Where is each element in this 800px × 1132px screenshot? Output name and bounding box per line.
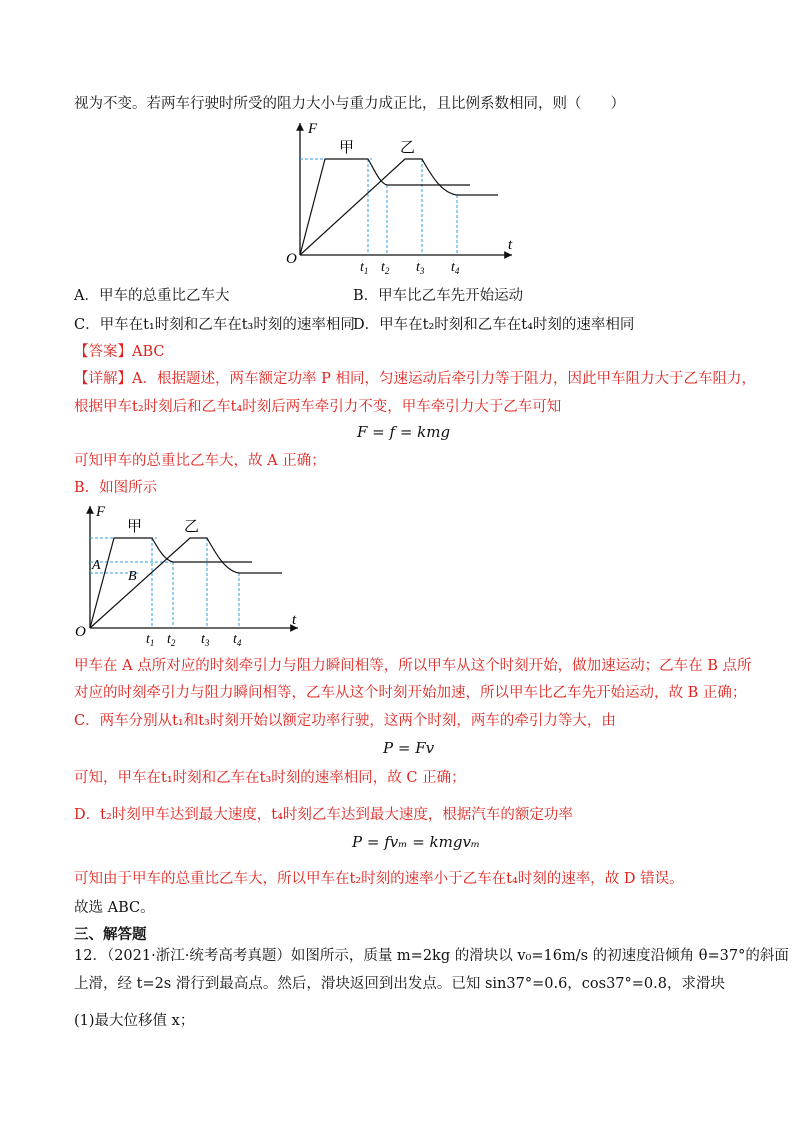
figure-2-force-time-graph xyxy=(72,500,312,648)
option-d: D．甲车在t₂时刻和乙车在t₄时刻的速率相同 xyxy=(353,317,635,333)
formula-f-equals-kmg: F = f = kmg xyxy=(357,423,451,441)
option-b: B．甲车比乙车先开始运动 xyxy=(353,288,524,304)
fig2-tick-t3: $t_3$ xyxy=(201,632,210,648)
q12-line-3: (1)最大位移值 x； xyxy=(74,1013,195,1029)
fig1-tick-t1: $t_1$ xyxy=(360,260,369,275)
fig2-tick-t1: $t_1$ xyxy=(146,632,155,648)
fig1-tick-t2: $t_2$ xyxy=(381,260,390,275)
detail-line-1: 【详解】A．根据题述，两车额定功率 P 相同，匀速运动后牵引力等于阻力，因此甲车阻力大于乙车阻力， xyxy=(74,371,756,387)
option-c: C．甲车在t₁时刻和乙车在t₃时刻的速率相同 xyxy=(74,317,355,333)
fig2-curve-yi xyxy=(90,538,282,628)
q12-line-2: 上滑，经 t=2s 滑行到最高点。然后，滑块返回到出发点。已知 sin37°=0.6，cos37°=0.8，求滑块 xyxy=(74,976,725,992)
option-a: A．甲车的总重比乙车大 xyxy=(74,288,230,304)
fig1-label-jia: 甲 xyxy=(339,140,355,156)
fig2-curve-jia xyxy=(90,538,252,628)
b-intro: B．如图所示 xyxy=(74,480,158,496)
fig1-tick-t3: $t_3$ xyxy=(416,260,425,275)
section-heading: 三、解答题 xyxy=(74,927,147,943)
fig2-label-jia: 甲 xyxy=(127,519,143,535)
answer-label: 【答案】ABC xyxy=(74,344,165,360)
c-line-2: 可知，甲车在t₁时刻和乙车在t₃时刻的速率相同，故 C 正确； xyxy=(74,770,466,786)
d-line-2: 可知由于甲车的总重比乙车大，所以甲车在t₂时刻的速率小于乙车在t₄时刻的速率，故 D 错误。 xyxy=(74,871,684,887)
fig2-origin-label: O xyxy=(75,624,86,640)
fig2-axis-x-label: t xyxy=(292,612,297,628)
formula-p-equals-fvm: P = fvₘ = kmgvₘ xyxy=(352,833,481,851)
question-stem-tail: 视为不变。若两车行驶时所受的阻力大小与重力成正比，且比例系数相同，则（ ） xyxy=(74,96,625,112)
figure-1-force-time-graph xyxy=(280,115,530,275)
q12-line-1: 12．（2021·浙江·统考高考真题）如图所示，质量 m=2kg 的滑块以 v₀=16m/s 的初速度沿倾角 θ=37°的斜面 xyxy=(74,948,789,964)
fig1-origin-label: O xyxy=(286,251,297,267)
conclusion-a: 可知甲车的总重比乙车大，故 A 正确； xyxy=(74,453,326,469)
fig1-axis-y-label: F xyxy=(308,121,318,137)
b-line-1: 甲车在 A 点所对应的时刻牵引力与阻力瞬间相等，所以甲车从这个时刻开始，做加速运动；乙车在 B 点所 xyxy=(74,658,752,674)
fig2-point-b: B xyxy=(128,569,137,584)
fig2-tick-t2: $t_2$ xyxy=(167,632,176,648)
fig2-label-yi: 乙 xyxy=(184,519,200,535)
d-line-1: D．t₂时刻甲车达到最大速度，t₄时刻乙车达到最大速度，根据汽车的额定功率 xyxy=(74,807,573,823)
b-line-2: 对应的时刻牵引力与阻力瞬间相等，乙车从这个时刻开始加速，所以甲车比乙车先开始运动，故 B 正确； xyxy=(74,685,747,701)
fig1-axis-x-label: t xyxy=(508,237,513,253)
final-answer: 故选 ABC。 xyxy=(74,900,155,916)
detail-line-2: 根据甲车t₂时刻后和乙车t₄时刻后两车牵引力不变，甲车牵引力大于乙车可知 xyxy=(74,399,562,415)
fig2-point-a: A xyxy=(92,558,101,573)
fig1-curve-yi xyxy=(300,159,498,255)
fig1-curve-jia xyxy=(300,159,470,255)
fig2-tick-t4: $t_4$ xyxy=(233,632,242,648)
c-line-1: C．两车分别从t₁和t₃时刻开始以额定功率行驶，这两个时刻，两车的牵引力等大，由 xyxy=(74,713,616,729)
fig1-label-yi: 乙 xyxy=(400,140,416,156)
fig2-axis-y-label: F xyxy=(96,504,106,520)
formula-p-equals-fv: P = Fv xyxy=(383,739,435,757)
fig1-tick-t4: $t_4$ xyxy=(451,260,460,275)
